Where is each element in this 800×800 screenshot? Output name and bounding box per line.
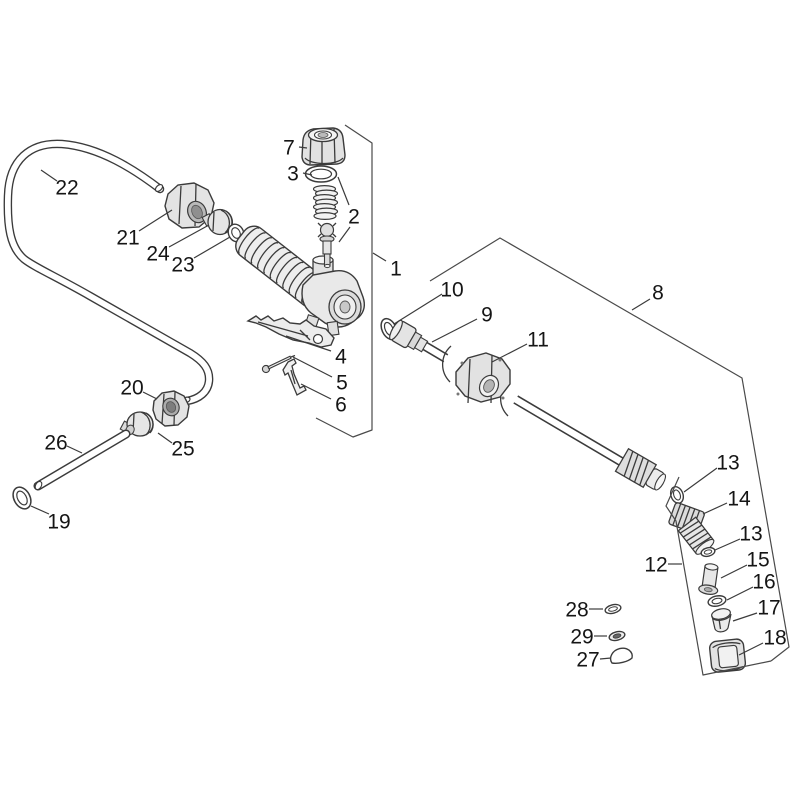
- part-label-9: 9: [481, 303, 493, 327]
- part-label-18: 18: [763, 626, 787, 650]
- leader-line-15: [721, 565, 747, 578]
- part-2-spring-valve: [314, 186, 338, 268]
- part-28-seal: [604, 603, 622, 615]
- part-label-15: 15: [746, 548, 770, 572]
- leader-line-5: [293, 357, 332, 377]
- leader-line-19: [31, 506, 49, 514]
- part-label-28: 28: [565, 598, 589, 622]
- leader-line-2: [339, 227, 350, 242]
- leader-line-10: [394, 294, 442, 324]
- leader-line-1: [373, 253, 386, 261]
- leader-line-2: [338, 177, 349, 205]
- part-label-10: 10: [440, 278, 464, 302]
- leader-line-9: [432, 319, 477, 342]
- leader-line-26: [67, 446, 82, 453]
- part-20-nut: [153, 391, 189, 426]
- callout-layer: [31, 125, 789, 675]
- part-16-washer: [707, 594, 727, 608]
- part-29-seal: [608, 630, 626, 642]
- part-label-2: 2: [348, 205, 360, 229]
- part-label-21: 21: [116, 226, 140, 250]
- leader-line-17: [733, 613, 757, 621]
- part-label-17: 17: [757, 596, 781, 620]
- leader-line-14: [703, 503, 727, 514]
- part-label-27: 27: [576, 648, 600, 672]
- part-6-clip: [283, 359, 306, 395]
- part-label-14: 14: [727, 487, 751, 511]
- part-label-19: 19: [47, 510, 71, 534]
- leader-line-20: [143, 392, 157, 399]
- leader-line-6: [301, 384, 331, 399]
- part-label-4: 4: [335, 345, 347, 369]
- part-17-nozzle-insert: [711, 607, 732, 632]
- leader-line-25: [158, 433, 172, 443]
- part-11-nut: [456, 353, 510, 403]
- part-label-6: 6: [335, 393, 347, 417]
- part-label-24: 24: [146, 242, 170, 266]
- lance-coupling: [616, 449, 670, 495]
- part-label-16: 16: [752, 570, 776, 594]
- part-label-7: 7: [283, 136, 295, 160]
- lance-tube: [425, 346, 632, 468]
- leader-line-8: [632, 299, 650, 310]
- leader-line-13: [715, 539, 740, 550]
- part-label-22: 22: [55, 176, 79, 200]
- part-7-cap: [302, 128, 345, 165]
- part-label-5: 5: [336, 371, 348, 395]
- part-19-o-ring: [10, 484, 35, 512]
- part-label-20: 20: [120, 376, 144, 400]
- part-label-1: 1: [390, 257, 402, 281]
- leader-line-16: [727, 587, 753, 600]
- leader-line-13: [684, 468, 717, 492]
- part-label-11: 11: [527, 328, 549, 352]
- part-label-3: 3: [287, 162, 299, 186]
- part-label-12: 12: [644, 553, 668, 577]
- leader-line-11: [492, 344, 527, 362]
- leader-line-23: [194, 237, 230, 258]
- part-label-25: 25: [171, 437, 195, 461]
- part-15-insert: [698, 563, 721, 596]
- leader-line-21: [139, 210, 172, 231]
- part-label-8: 8: [652, 281, 664, 305]
- leader-line-27: [600, 658, 611, 659]
- part-label-13: 13: [739, 522, 763, 546]
- part-label-13: 13: [716, 451, 740, 475]
- part-label-29: 29: [570, 625, 594, 649]
- part-label-23: 23: [171, 253, 195, 277]
- leader-line-24: [169, 225, 209, 247]
- part-27-cap-seal: [611, 648, 633, 663]
- part-label-26: 26: [44, 431, 68, 455]
